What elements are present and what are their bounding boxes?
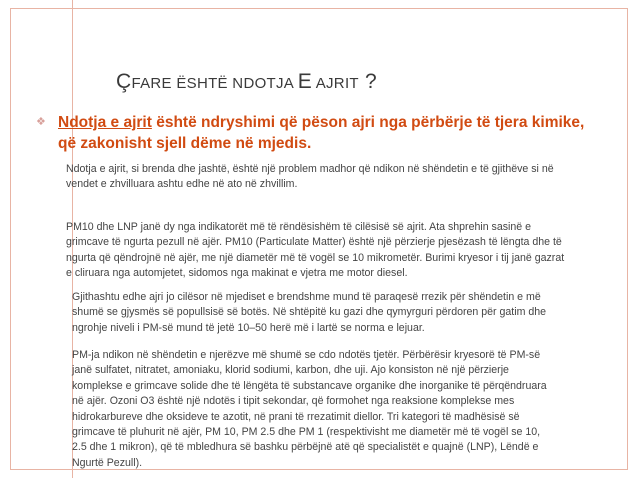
bullet-icon: ❖ bbox=[36, 116, 46, 128]
title-small-3: AJRIT bbox=[312, 75, 359, 92]
title-big-c: Ç bbox=[116, 70, 132, 93]
bullet-lead: Ndotja e ajrit bbox=[58, 114, 152, 131]
bullet-rest: është ndryshimi që pëson ajri nga përbërje të tjera kimike, që zakonisht sjell dëme në mjedis. bbox=[58, 114, 585, 152]
article-paragraph-3: Gjithashtu edhe ajri jo cilësor në mjediset e brendshme mund të paraqesë rrezik për shëndetin e më shumë se gjysmës së popullsisë së botës. Në shtëpitë ku gazi dhe qymyrguri përdoren për gatim dhe ngrohje niveli i PM-së mund të jetë 10–50 herë më i lartë se norma e lejuar. bbox=[72, 291, 547, 334]
article-paragraph-1: Ndotja e ajrit, si brenda dhe jashtë, është një problem madhor që ndikon në shëndetin e të gjithëve si në vendet e zhvilluara ashtu edhe në ato në zhvillim. bbox=[66, 163, 554, 191]
bullet-item bbox=[38, 112, 598, 154]
slide-title bbox=[116, 70, 377, 94]
title-small-2: ËSHTË NDOTJA bbox=[176, 75, 298, 92]
article-paragraph-2: PM10 dhe LNP janë dy nga indikatorët më të rëndësishëm të cilësisë së ajrit. Ata shprehin sasinë e grimcave të ngurta pezull në ajër. PM10 (Particulate Matter) është një përzierje pjesëzash të lëngta dhe të ngurta që qëndrojnë në ajër, me një diametër më të vogël se 10 mikrometër. Burimi kryesor i tij janë gazrat e cliruara nga automjetet, sidomos nga makinat e vjetra me motor diesel. bbox=[66, 221, 565, 280]
title-suffix: ? bbox=[358, 70, 377, 93]
title-big-e: E bbox=[297, 70, 313, 93]
bullet-text bbox=[58, 112, 598, 154]
article-paragraph-4: PM-ja ndikon në shëndetin e njerëzve më shumë se cdo ndotës tjetër. Përbërësir kryesorë të PM-së janë sulfatet, nitratet, amoniaku, klorid sodiumi, karbon, dhe uji. Ajo konsiston në një përzierje komplekse e grimcave solide dhe të lëngëta të substancave organike dhe inorganike të përqëndruara në ajër. Ozoni O3 është një ndotës i tipit sekondar, që formohet nga reaksione komplekse mes hidrokarbureve dhe oksideve te azotit, në prani të rrezatimit diellor. Tri kategori të madhësisë së grimcave të pluhurit në ajër, PM 10, PM 2.5 dhe PM 1 (respektivisht me diametër më të vogël se 10, 2.5 dhe 1 mikron), që të mbledhura së bashku përbëjnë atë që specialistët e quajnë (LNP), Lëndë e Ngurtë Pezull). bbox=[72, 349, 547, 469]
title-small-1: FARE bbox=[131, 75, 177, 92]
